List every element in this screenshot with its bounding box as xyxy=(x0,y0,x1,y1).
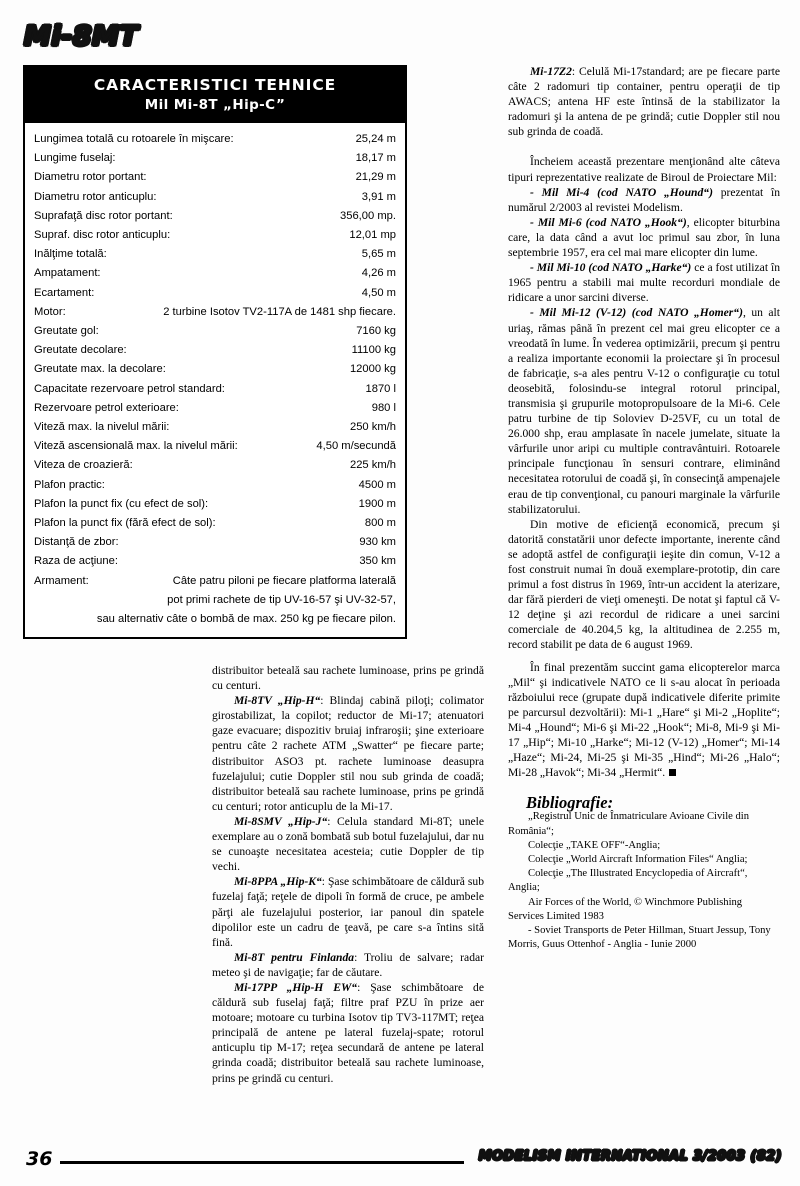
spec-row xyxy=(34,456,396,475)
spec-value: 4,26 m xyxy=(361,267,396,280)
spec-armament-continuation: sau alternativ câte o bombă de max. 250 kg pe fiecare pilon. xyxy=(96,613,396,626)
bibliography-item: Colecţie „TAKE OFF“-Anglia; xyxy=(528,839,661,851)
spec-value: 1870 l xyxy=(365,382,396,395)
variant-label-mi8tv: Mi-8TV „Hip-H“ xyxy=(234,694,321,708)
spec-label: Plafon la punct fix (cu efect de sol): xyxy=(34,497,209,510)
paragraph-spacer xyxy=(508,139,780,154)
variant-label-mi8ppa: Mi-8PPA „Hip-K“ xyxy=(234,875,322,889)
spec-row xyxy=(34,514,396,533)
spec-label: Plafon la punct fix (fără efect de sol): xyxy=(34,517,216,530)
spec-label: Raza de acţiune: xyxy=(34,555,118,568)
spec-row xyxy=(34,245,396,264)
spec-label: Armament: xyxy=(34,574,89,587)
variant-text-mi8smv: : Celula standard Mi-8T; unele exemplare au o zonă bombată sub botul fuzelajului, dar nu se cunoaşte necesitatea acesteia; cutie Doppler de tip vechi. xyxy=(212,814,485,874)
spec-value: 980 l xyxy=(371,401,396,414)
paragraph-continued: distribuitor beteală sau rachete luminoase, prins pe grindă cu centuri. xyxy=(212,664,484,693)
paragraph-mi17pp xyxy=(212,980,484,1086)
model-label-mi12: - Mil Mi-12 (V-12) (cod NATO „Homer“) xyxy=(530,306,743,320)
end-mark-icon xyxy=(669,769,676,776)
technical-specifications-box xyxy=(23,65,407,639)
paragraph-mi8tv xyxy=(212,693,484,814)
spec-value: 5,65 m xyxy=(361,248,396,261)
spec-value: 2 turbine Isotov TV2-117A de 1481 shp fiecare. xyxy=(163,305,396,318)
specbox-header xyxy=(25,67,405,123)
spec-value: Câte patru piloni pe fiecare platforma laterală xyxy=(172,574,396,587)
spec-value: 18,17 m xyxy=(355,152,396,165)
spec-value: 930 km xyxy=(359,536,396,549)
bibliography-item: - Soviet Transports de Peter Hillman, Stuart Jessup, Tony Morris, Guus Ottenhof - Anglia - Iunie 2000 xyxy=(508,925,771,951)
specbox-subtitle: Mil Mi-8T „Hip-C” xyxy=(144,97,286,113)
spec-row xyxy=(34,533,396,552)
spec-label: Rezervoare petrol exterioare: xyxy=(34,401,179,414)
spec-value: 1900 m xyxy=(358,497,396,510)
spec-label: Motor: xyxy=(34,305,66,318)
spec-value: 25,24 m xyxy=(355,133,396,145)
spec-label: Inălţime totală: xyxy=(34,248,107,261)
spec-value: 250 km/h xyxy=(349,421,396,434)
page-footer xyxy=(0,1148,800,1178)
spec-label: Supraf. disc rotor anticuplu: xyxy=(34,229,171,242)
spec-value: 4,50 m/secundă xyxy=(316,440,396,453)
spec-row xyxy=(34,130,396,149)
spec-value: 800 m xyxy=(364,517,396,530)
model-text-mi10: ce a fost utilizat în 1965 pentru a stabili mai multe recorduri mondiale de ridicare a unor sarcini diverse. xyxy=(508,261,780,305)
spec-row xyxy=(34,476,396,495)
spec-label: Capacitate rezervoare petrol standard: xyxy=(34,382,225,395)
spec-label: Greutate decolare: xyxy=(34,344,127,357)
spec-label: Lungimea totală cu rotoarele în mişcare: xyxy=(34,133,234,145)
spec-label: Greutate max. la decolare: xyxy=(34,363,166,376)
paragraph-efficiency: Din motive de eficienţă economică, precum şi datorită constatării unor defecte importante, inerente când se adoptă astfel de configuraţii ieşite din comun, V-12 a fost construit numai în două exemplare-prototip, din care primul a fost distrus în 1969, într-un accident la aterizare, dar fără pierderi de vieţi omeneşti. De notat şi faptul că V-12 deţine şi azi recordul de ridicare a unei sarcini comerciale de 40.204,5 kg, la altitudinea de 2.255 m, record stabilit pe data de 6 august 1969. xyxy=(508,517,780,652)
spec-label: Viteză ascensională max. la nivelul mării: xyxy=(34,440,238,453)
spec-row xyxy=(34,322,396,341)
variant-label-mi17z2: Mi-17Z2 xyxy=(530,65,572,78)
spec-value: 3,91 m xyxy=(361,190,396,203)
variant-text-mi8tv: : Blindaj cabină piloţi; colimator girostabilizat, la copilot; reductor de Mi-17; atenuatori gaze evacuare; dispozitiv bruiaj infraroşii; şine exterioare pentru câte 2 rachete ATM „Swatter“ pe fiecare parte; distribuitor ASO3 pt. rachete luminoase deasupra fuzelajului; cutie Doppler stil nou sub grinda de coadă; distribuitor beteală sau rachete luminoase, prins pe grindă cu centuri; rotor anticuplu de la Mi-17. xyxy=(212,694,484,813)
spec-row xyxy=(34,552,396,571)
variant-text-mi17pp: : Şase schimbătoare de căldură sub fuselaj faţă; filtre praf PZU în prize aer motoare; motoare cu turbina Isotov tip TV3-117MT; reţea principală de antene pe lateral fuzelaj-spate; rotorul anticuplu tip M-17; reţea secundară de antene pe lateral grinda coadă; distribuitor beteală sau rachete luminoase, prins pe grindă cu centuri. xyxy=(212,980,484,1085)
paragraph-mi6 xyxy=(508,215,780,260)
spec-value: 12,01 mp xyxy=(349,229,396,242)
model-text-mi12: , un alt uriaş, rămas până în prezent cel mai greu elicopter ce a vreodată în lume. În vederea optimizării, precum şi pentru a realiza importante economii la proiectare şi în procesul de fabricaţie, s-a ales pentru V-12 o configuraţie cu totul deosebită, folosindu-se integral rotorul principal, transmisia şi grupurile motopropulsoare de la Mi-6. Cele patru turbine de tip Soloviev D-25VF, cu un total de 26.000 shp, erau amplasate în nacele jumelate, situate la vârfurile unor aripi cu multiple contravântuiri. Rotoarele principale funcţionau în sensuri contrare, eliminând necesitatea rotorului de coadă şi, în consecinţă ampenajele erau de tip convenţional, cu panouri marginale la vârfurile stabilizatorului. xyxy=(508,306,780,516)
variant-label-mi8t-finlanda: Mi-8T pentru Finlanda xyxy=(234,950,355,964)
left-text-column xyxy=(212,663,484,1086)
spec-label: Suprafaţă disc rotor portant: xyxy=(34,209,173,222)
spec-label: Viteza de croazieră: xyxy=(34,459,133,472)
model-label-mi6: - Mil Mi-6 (cod NATO „Hook“) xyxy=(530,215,687,229)
spec-label: Viteză max. la nivelul mării: xyxy=(34,421,170,434)
spec-value: 4,50 m xyxy=(361,286,396,299)
footer-brand: MODELISM INTERNATIONAL 3/2003 (82) xyxy=(478,1149,782,1164)
spec-row xyxy=(34,360,396,379)
model-text-mi6: , elicopter biturbina care, la data când a avut loc primul sau zbor, în luna septembrie 1957, era cel mai mare elicopter din lume. xyxy=(508,215,781,260)
spec-row xyxy=(34,341,396,360)
bibliography-heading: Bibliografie: xyxy=(526,793,614,813)
spec-row xyxy=(34,437,396,456)
bibliography-item: Air Forces of the World, © Winchmore Publishing Services Limited 1983 xyxy=(508,896,743,922)
bibliography-item: „Registrul Unic de Înmatriculare Avioane Civile din România“; xyxy=(508,811,750,837)
page-title: Mi-8MT xyxy=(24,21,139,52)
page-number: 36 xyxy=(26,1148,53,1170)
paragraph-mi12 xyxy=(508,305,780,516)
spec-label: Greutate gol: xyxy=(34,325,99,338)
spec-row xyxy=(34,303,396,322)
spec-label: Plafon practic: xyxy=(34,478,105,491)
spec-row xyxy=(34,572,396,591)
model-text-mi4: prezentat în numărul 2/2003 al revistei Modelism. xyxy=(508,185,780,214)
paragraph-mi10 xyxy=(508,260,780,305)
spec-value: 356,00 mp. xyxy=(340,209,396,222)
bibliography-item: Colecţie „World Aircraft Information Files“ Anglia; xyxy=(528,854,748,866)
spec-value: 4500 m xyxy=(358,478,396,491)
spec-row xyxy=(34,380,396,399)
variant-label-mi17pp: Mi-17PP „Hip-H EW“ xyxy=(234,980,358,994)
spec-value: 225 km/h xyxy=(349,459,396,472)
paragraph-final-text: În final prezentăm succint gama elicopterelor marca „Mil“ şi indicativele NATO ce li s-au alocat în perioada războiului rece (grupate după indicativele diferite primite pe parcursul dezvoltării): Mi-1 „Hare“ şi Mi-2 „Hoplite“; Mi-4 „Hound“; Mi-6 şi Mi-22 „Hook“; Mi-8, Mi-9 şi Mi-17 „Hip“; Mi-10 „Harke“; Mi-12 (V-12) „Homer“; Mi-14 „Haze“; Mi-24, Mi-25 şi Mi-35 „Hind“; Mi-26 „Halo“; Mi-28 „Havok“; Mi-34 „Hermit“. xyxy=(508,660,780,780)
paragraph-mi17z2 xyxy=(508,64,780,139)
paragraph-mi8ppa xyxy=(212,874,484,949)
bibliography-list xyxy=(508,810,780,952)
spec-value: 350 km xyxy=(359,555,396,568)
spec-row xyxy=(34,399,396,418)
spec-label: Diametru rotor portant: xyxy=(34,171,147,184)
paragraph-spacer-2 xyxy=(508,653,780,660)
spec-label: Diametru rotor anticuplu: xyxy=(34,190,157,203)
spec-label: Lungime fuselaj: xyxy=(34,152,116,165)
footer-divider xyxy=(60,1161,464,1164)
spec-row xyxy=(34,284,396,303)
paragraph-mi4 xyxy=(508,185,780,215)
variant-text-mi17z2: : Celulă Mi-17standard; are pe fiecare parte câte 2 radomuri tip container, pentru operaţii de tip AWACS; antena HF este întinsă de la stabilizator la radomuri şi la antena de pe grindă; cutie Doppler stil nou sub grinda de coadă. xyxy=(508,65,780,139)
spec-value: 7160 kg xyxy=(356,325,396,338)
spec-value: 11100 kg xyxy=(351,344,396,357)
spec-value: 12000 kg xyxy=(349,363,396,376)
paragraph-intro: Încheiem această prezentare menţionând alte câteva tipuri reprezentative realizate de Biroul de Proiectare Mil: xyxy=(508,155,780,184)
spec-row xyxy=(34,207,396,226)
variant-label-mi8smv: Mi-8SMV „Hip-J“ xyxy=(234,814,328,828)
spec-label: Distanţă de zbor: xyxy=(34,536,119,549)
spec-row xyxy=(34,188,396,207)
spec-row xyxy=(34,168,396,187)
specbox-body xyxy=(25,123,405,637)
spec-label: Ecartament: xyxy=(34,286,95,299)
variant-text-mi8ppa: : Şase schimbătoare de căldură sub fuzelaj faţă; reţele de dipoli în formă de cruce, pe ambele părţi ale fuzelajului posterior, iar panoul din spatele dipolilor este un cadru de ţeavă, pe care s-a întins sită fină. xyxy=(212,875,484,949)
paragraph-mi8smv xyxy=(212,814,484,874)
paragraph-final xyxy=(508,660,780,781)
paragraph-mi8t-finlanda xyxy=(212,950,484,980)
model-label-mi4: - Mil Mi-4 (cod NATO „Hound“) xyxy=(530,185,713,199)
spec-label: Ampatament: xyxy=(34,267,101,280)
variant-text-mi8t-finlanda: : Troliu de salvare; radar meteo şi de navigaţie; far de căutare. xyxy=(212,950,484,979)
spec-row xyxy=(34,149,396,168)
spec-row xyxy=(34,264,396,283)
spec-armament-continuation: pot primi rachete de tip UV-16-57 şi UV-32-57, xyxy=(167,593,396,606)
bibliography-item: Colecţie „The Illustrated Encyclopedia of Aircraft“, Anglia; xyxy=(508,868,748,894)
masthead xyxy=(24,22,324,56)
spec-value: 21,29 m xyxy=(355,171,396,184)
spec-row xyxy=(34,226,396,245)
specbox-title: CARACTERISTICI TEHNICE xyxy=(93,76,337,94)
model-label-mi10: - Mil Mi-10 (cod NATO „Harke“) xyxy=(530,261,692,275)
spec-row xyxy=(34,495,396,514)
spec-row xyxy=(34,418,396,437)
right-text-column xyxy=(508,64,780,952)
